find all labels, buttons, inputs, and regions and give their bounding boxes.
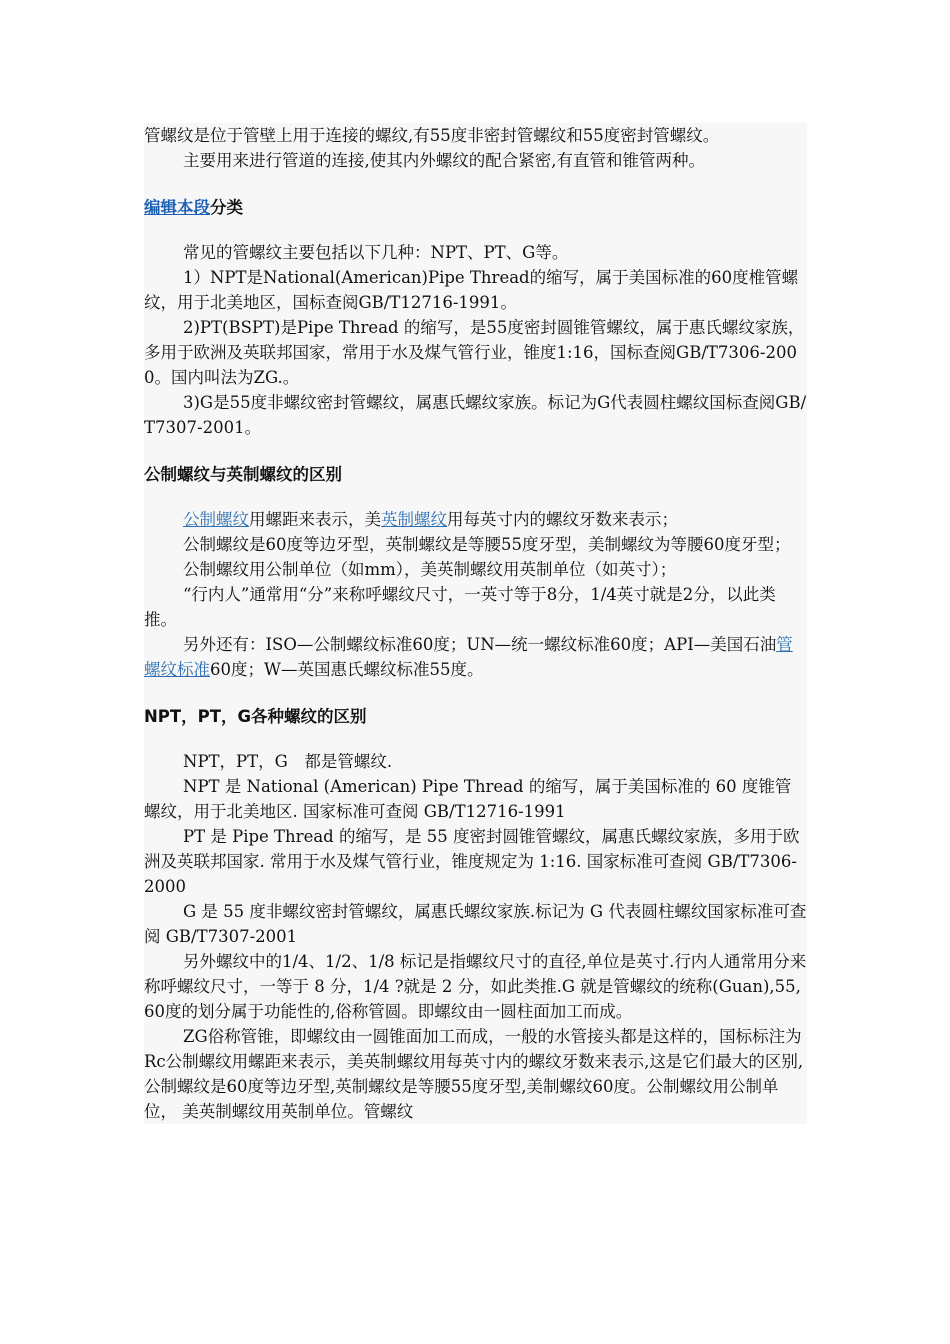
npt-paragraph-1: NPT，PT，G 都是管螺纹. [183,752,393,771]
metric-paragraph-5: 另外还有：ISO—公制螺纹标准60度；UN—统一螺纹标准60度；API—美国石油管螺纹标准60度；W—英国惠氏螺纹标准55度。 [144,635,793,679]
classification-paragraph-1: 常见的管螺纹主要包括以下几种：NPT、PT、G等。 [183,243,569,262]
intro-paragraph-1: 管螺纹是位于管壁上用于连接的螺纹,有55度非密封管螺纹和55度密封管螺纹。 [144,126,720,145]
npt-paragraph-6: ZG俗称管锥，即螺纹由一圆锥面加工而成，一般的水管接头都是这样的，国标标注为Rc公制螺纹用螺距来表示，美英制螺纹用每英寸内的螺纹牙数来表示,这是它们最大的区别,公制螺纹是60度等边牙型,英制螺纹是等腰55度牙型,美制螺纹60度。公制螺纹用公制单位， 美英制螺纹用英制单位。管螺纹 [144,1027,804,1121]
npt-paragraph-3: PT 是 Pipe Thread 的缩写，是 55 度密封圆锥管螺纹，属惠氏螺纹家族，多用于欧洲及英联邦国家. 常用于水及煤气管行业，锥度规定为 1:16. 国家标准可查阅 GB/T7306-2000 [144,827,800,896]
pipe-thread-standard-link[interactable]: 管螺纹标准 [144,635,793,679]
npt-paragraph-4: G 是 55 度非螺纹密封管螺纹，属惠氏螺纹家族.标记为 G 代表圆柱螺纹国家标准可查阅 GB/T7307-2001 [144,902,807,946]
section-heading-npt-pt-g: NPT，PT，G各种螺纹的区别 [144,707,367,726]
imperial-thread-link[interactable]: 英制螺纹 [381,510,447,529]
document-page [144,123,807,1124]
intro-paragraph-2: 主要用来进行管道的连接,使其内外螺纹的配合紧密,有直管和锥管两种。 [183,151,705,170]
section-heading-metric-vs-imperial: 公制螺纹与英制螺纹的区别 [144,465,342,484]
classification-paragraph-2: 1）NPT是National(American)Pipe Thread的缩写，属于美国标准的60度椎管螺纹，用于北美地区，国标查阅GB/T12716-1991。 [144,268,799,312]
section-heading-classification [144,195,807,220]
metric-thread-link[interactable]: 公制螺纹 [183,510,249,529]
edit-section-link[interactable]: 编辑本段 [144,198,210,217]
npt-paragraph-2: NPT 是 National (American) Pipe Thread 的缩写，属于美国标准的 60 度锥管螺纹，用于北美地区. 国家标准可查阅 GB/T12716-1991 [144,777,792,821]
metric-paragraph-1: 公制螺纹用螺距来表示，美英制螺纹用每英寸内的螺纹牙数来表示； [183,510,678,529]
npt-paragraph-5: 另外螺纹中的1/4、1/2、1/8 标记是指螺纹尺寸的直径,单位是英寸.行内人通常用分来称呼螺纹尺寸，一等于 8 分，1/4 ?就是 2 分，如此类推.G 就是管螺纹的统称(Guan),55,60度的划分属于功能性的,俗称管圆。即螺纹由一圆柱面加工而成。 [144,952,807,1021]
metric-paragraph-3: 公制螺纹用公制单位（如mm），美英制螺纹用英制单位（如英寸）； [183,560,677,579]
section-title: 分类 [210,198,243,217]
classification-paragraph-4: 3)G是55度非螺纹密封管螺纹，属惠氏螺纹家族。标记为G代表圆柱螺纹国标查阅GB/T7307-2001。 [144,393,807,437]
classification-paragraph-3: 2)PT(BSPT)是Pipe Thread 的缩写，是55度密封圆锥管螺纹，属于惠氏螺纹家族，多用于欧洲及英联邦国家，常用于水及煤气管行业，锥度1:16，国标查阅GB/T7306-2000。国内叫法为ZG.。 [144,318,805,387]
metric-paragraph-4: “行内人”通常用“分”来称呼螺纹尺寸，一英寸等于8分，1/4英寸就是2分，以此类推。 [144,585,776,629]
metric-paragraph-2: 公制螺纹是60度等边牙型，英制螺纹是等腰55度牙型，美制螺纹为等腰60度牙型； [183,535,791,554]
